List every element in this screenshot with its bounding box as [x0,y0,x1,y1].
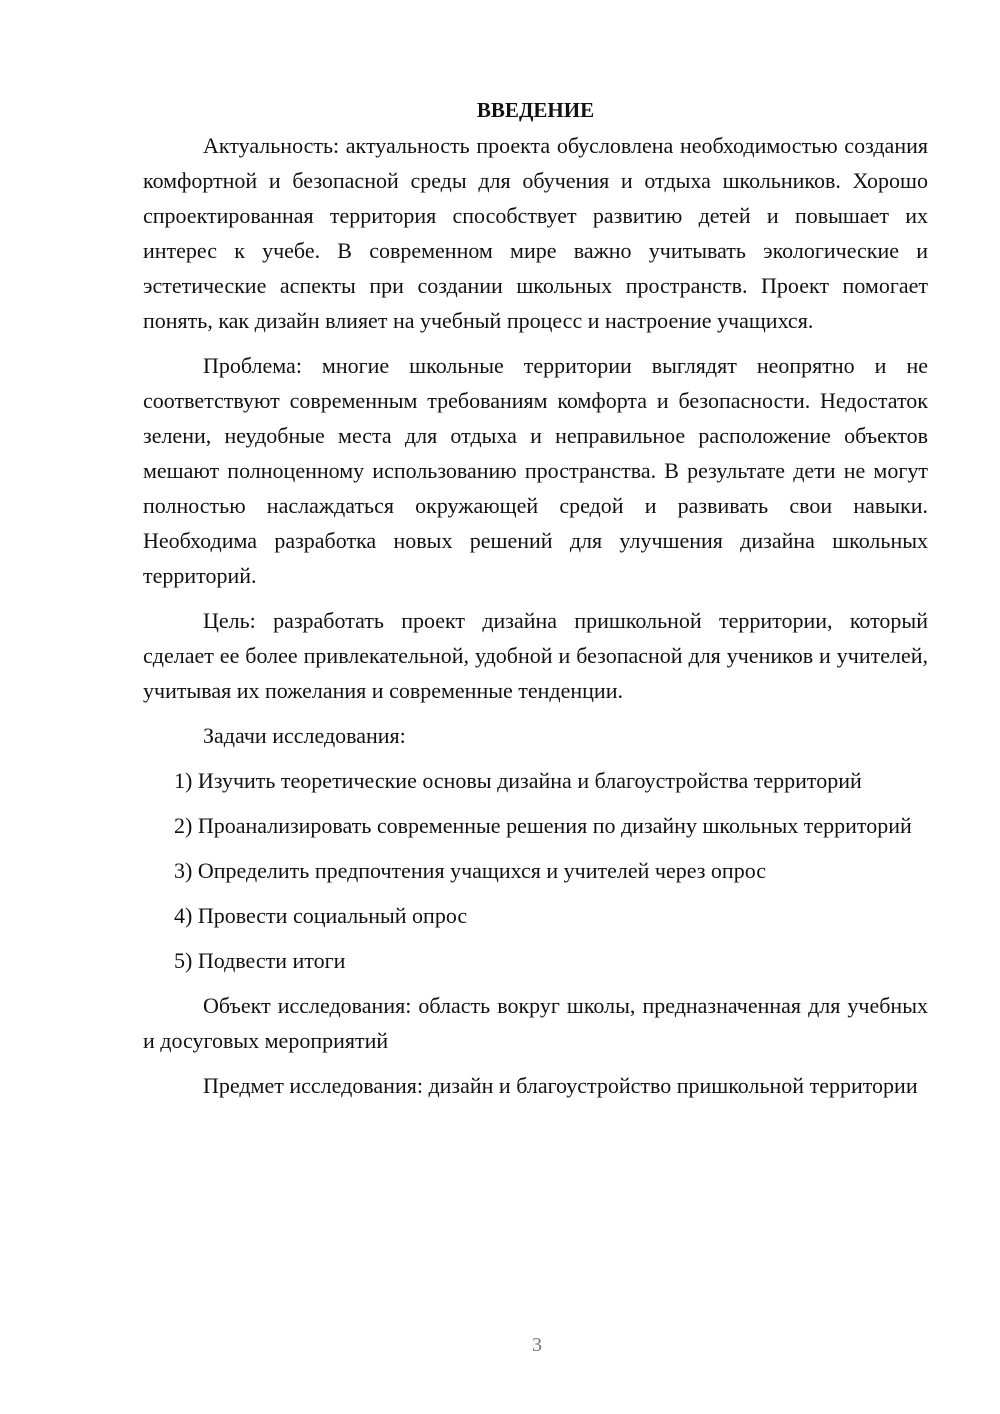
task-item-4: 4) Провести социальный опрос [174,903,468,928]
object-paragraph: Объект исследования: область вокруг школы, предназначенная для учебных и досуговых мероприятий [143,993,928,1053]
goal-paragraph: Цель: разработать проект дизайна пришкольной территории, который сделает ее более привлекательной, удобной и безопасной для учеников и учителей, учитывая их пожелания и современные тенденции. [143,608,928,703]
tasks-heading: Задачи исследования: [203,723,406,748]
task-item-2: 2) Проанализировать современные решения по дизайну школьных территорий [174,813,912,838]
task-item-5: 5) Подвести итоги [174,948,346,973]
task-item-1: 1) Изучить теоретические основы дизайна и благоустройства территорий [174,768,862,793]
problem-paragraph: Проблема: многие школьные территории выглядят неопрятно и не соответствуют современным требованиям комфорта и безопасности. Недостаток зелени, неудобные места для отдыха и неправильное расположение объектов мешают полноценному использованию пространства. В результате дети не могут полностью наслаждаться окружающей средой и развивать свои навыки. Необходима разработка новых решений для улучшения дизайна школьных территорий. [143,353,928,588]
page-number: 3 [532,1334,542,1356]
relevance-paragraph: Актуальность: актуальность проекта обусловлена необходимостью создания комфортной и безопасной среды для обучения и отдыха школьников. Хорошо спроектированная территория способствует развитию детей и повышает их интерес к учебе. В современном мире важно учитывать экологические и эстетические аспекты при создании школьных пространств. Проект помогает понять, как дизайн влияет на учебный процесс и настроение учащихся. [143,133,928,333]
task-item-3: 3) Определить предпочтения учащихся и учителей через опрос [174,858,767,883]
section-title: ВВЕДЕНИЕ [476,98,595,122]
subject-paragraph: Предмет исследования: дизайн и благоустройство пришкольной территории [203,1073,918,1098]
document-page [143,92,928,1103]
